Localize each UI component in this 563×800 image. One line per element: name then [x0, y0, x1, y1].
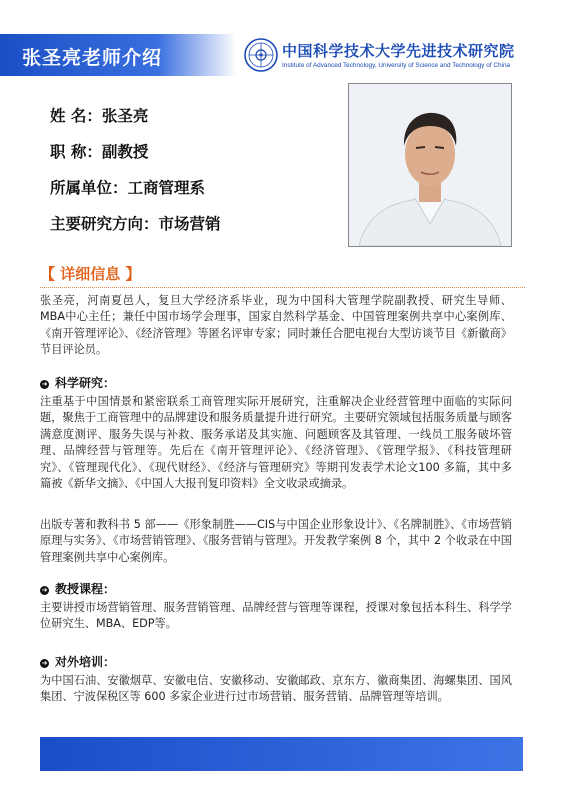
teaching-heading — [40, 580, 115, 597]
research-paragraph-1: 注重基于中国情景和紧密联系工商管理实际开展研究，注重解决企业经营管理中面临的实际问题，聚焦于工商管理中的品牌建设和服务质量提升进行研究。主要研究领域包括服务质量与顾客满意度测评、服务失误与补救、服务承诺及其实施、问题顾客及其管理、一线员工服务破坏管理、品牌经营与管理等。先后在《南开管理评论》、《经济管理》、《管理学报》、《科技管理研究》、《管理现代化》、《现代财经》、《经济与管理研究》等期刊发表学术论文100 多篇，其中多篇被《新华文摘》、《中国人大报刊复印资料》全文收录或摘录。 — [40, 395, 512, 491]
research-paragraph-2: 出版专著和教科书 5 部——《形象制胜——CIS与中国企业形象设计》、《名牌制胜》、《市场营销原理与实务》、《市场营销管理》、《服务营销与管理》。开发教学案例 8 个，其中 2 个收录在中国管理案例共享中心案例库。 — [40, 518, 512, 564]
institution-name-cn: 中国科学技术大学先进技术研究院 — [282, 42, 515, 60]
intro-paragraph: 张圣亮，河南夏邑人，复旦大学经济系毕业，现为中国科大管理学院副教授、研究生导师、MBA中心主任；兼任中国市场学会理事，国家自然科学基金、中国管理案例共享中心案例库、《南开管理评论》、《经济管理》等匿名评审专家；同时兼任合肥电视台大型访谈节目《新徽商》节目评论员。 — [40, 294, 512, 357]
research-heading-label: 科学研究： — [55, 376, 116, 390]
training-paragraph: 为中国石油、安徽烟草、安徽电信、安徽移动、安徽邮政、京东方、徽商集团、海螺集团、国风集团、宁波保税区等 600 多家企业进行过市场营销、服务营销、品牌管理等培训。 — [40, 674, 512, 704]
profile-title: 职 称：副教授 — [50, 143, 149, 161]
institution-name-en: Institute of Advanced Technology, University of Science and Technology of China — [282, 62, 511, 69]
portrait-photo — [348, 83, 512, 247]
profile-name: 姓 名：张圣亮 — [50, 107, 149, 125]
footer-bar — [40, 737, 523, 771]
circle-arrow-icon: ➜ — [41, 659, 48, 667]
profile-department: 所属单位：工商管理系 — [50, 179, 206, 197]
details-header: 【 详细信息 】 — [40, 265, 141, 283]
teaching-heading-label: 教授课程： — [55, 582, 116, 596]
profile-research: 主要研究方向：市场营销 — [50, 215, 221, 233]
section-divider — [40, 287, 525, 289]
research-heading — [40, 374, 115, 391]
teaching-paragraph: 主要讲授市场营销管理、服务营销管理、品牌经营与管理等课程，授课对象包括本科生、科学学位研究生、MBA、EDP等。 — [40, 601, 512, 631]
training-heading — [40, 653, 115, 670]
circle-arrow-icon: ➜ — [41, 586, 48, 594]
training-heading-label: 对外培训： — [55, 655, 116, 669]
circle-arrow-icon: ➜ — [41, 380, 48, 388]
university-seal-icon — [244, 38, 278, 72]
page-title: 张圣亮老师介绍 — [22, 47, 163, 69]
